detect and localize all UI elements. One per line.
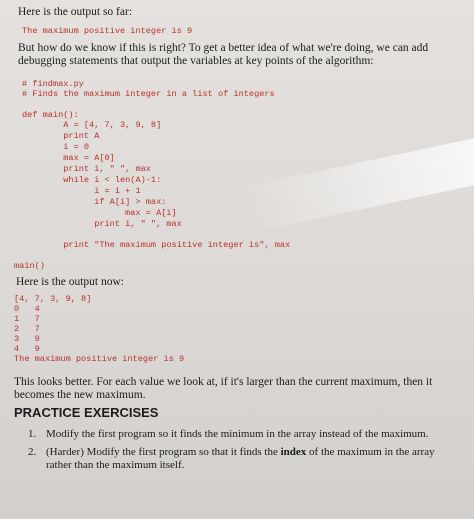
exercise-2-number: 2.: [28, 446, 37, 458]
exercise-1: [28, 428, 429, 441]
light-glare: [242, 133, 474, 232]
output-final-line: The maximum positive integer is 9: [14, 354, 185, 364]
exercise-2-text-b: of the maximum in the array: [306, 446, 435, 458]
exercise-1-number: 1.: [28, 428, 37, 440]
code-line-while: while i < len(A)-1:: [22, 175, 162, 185]
conclusion-line-2: becomes the new maximum.: [14, 389, 146, 401]
exercise-2: [28, 446, 435, 459]
explanation-line-2: debugging statements that output the variables at key points of the algorithm:: [18, 55, 374, 67]
code-line-i: i = 0: [22, 142, 90, 152]
code-comment-1: # findmax.py: [22, 79, 84, 89]
code-line-print-inner: print i, " ", max: [22, 219, 182, 229]
exercise-2-bold: index: [280, 446, 307, 458]
code-line-if: if A[i] > max:: [22, 197, 167, 207]
exercise-1-text: Modify the first program so it finds the minimum in the array instead of the maximum.: [46, 428, 429, 440]
explanation-line-1: But how do we know if this is right? To get a better idea of what we're doing, we can add: [18, 42, 429, 54]
code-line-a: A = [4, 7, 3, 9, 8]: [22, 120, 162, 130]
output-row-0: 0 4: [14, 304, 40, 314]
intro-text: Here is the output so far:: [18, 6, 133, 18]
exercise-2-continued: rather than the maximum itself.: [46, 459, 185, 471]
output-array: [4, 7, 3, 9, 8]: [14, 294, 92, 304]
code-line-print-final: print "The maximum positive integer is", max: [22, 240, 291, 250]
output-row-4: 4 9: [14, 344, 40, 354]
code-line-main-call: main(): [14, 261, 45, 271]
code-line-print-a: print A: [22, 131, 100, 141]
first-output-line: The maximum positive integer is 9: [22, 26, 193, 36]
exercise-2-text-a: (Harder) Modify the first program so that it finds the: [46, 446, 281, 458]
conclusion-line-1: This looks better. For each value we look at, if it's larger than the current maximum, then it: [14, 376, 433, 388]
code-line-def: def main():: [22, 110, 79, 120]
output-row-3: 3 9: [14, 334, 40, 344]
code-line-increment: i = i + 1: [22, 186, 141, 196]
output-now-label: Here is the output now:: [16, 276, 124, 288]
code-comment-2: # Finds the maximum integer in a list of integers: [22, 89, 275, 99]
code-line-max: max = A[0]: [22, 153, 115, 163]
output-row-1: 1 7: [14, 314, 40, 324]
code-line-print-i: print i, " ", max: [22, 164, 151, 174]
output-row-2: 2 7: [14, 324, 40, 334]
section-heading: PRACTICE EXERCISES: [14, 405, 159, 420]
code-line-max-assign: max = A[i]: [22, 208, 177, 218]
